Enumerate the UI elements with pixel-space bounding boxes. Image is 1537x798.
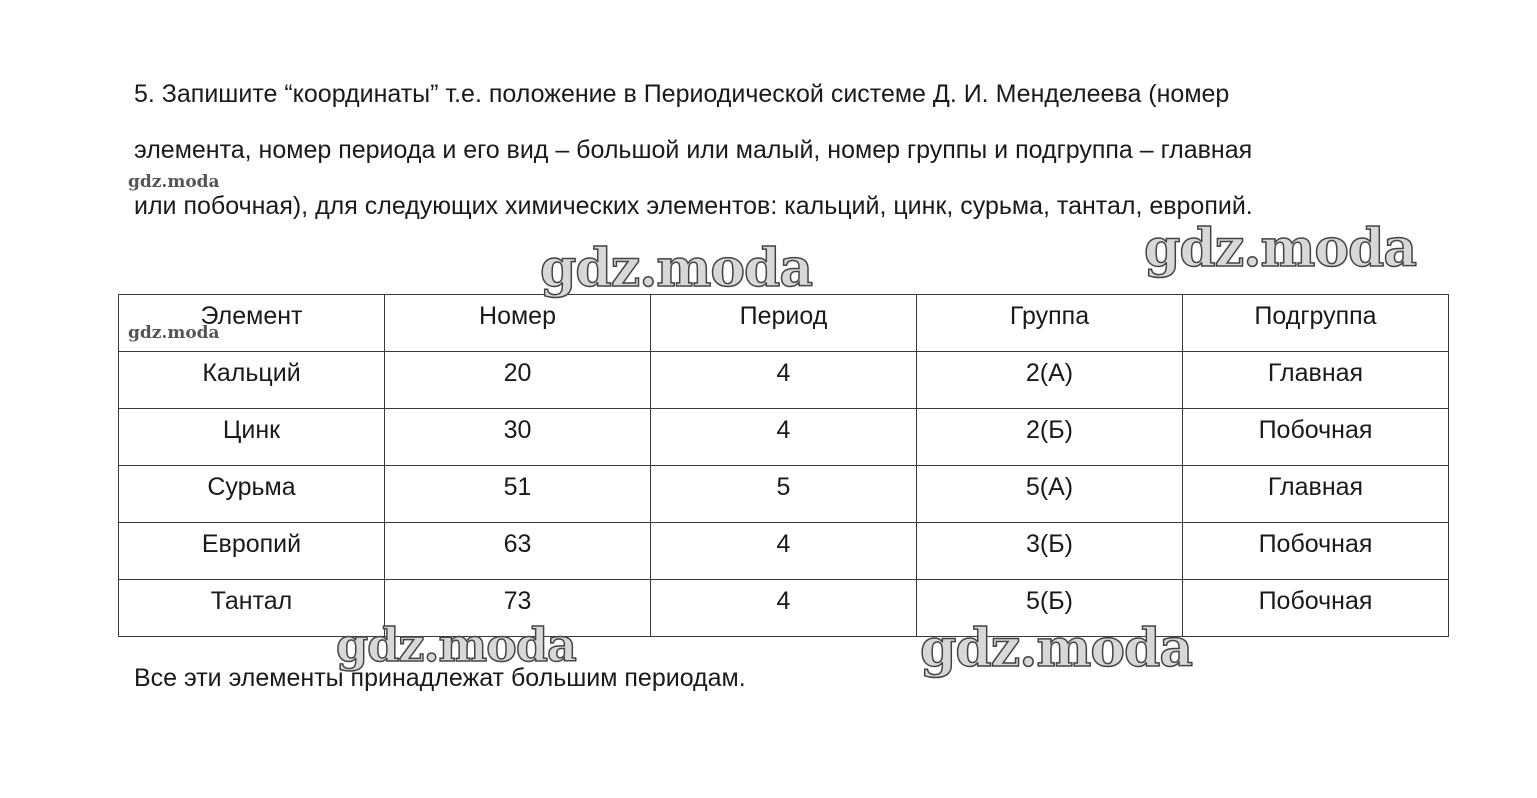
cell-element: Тантал xyxy=(119,580,385,637)
task-line: или побочная), для следующих химических элементов: кальций, цинк, сурьма, тантал, европий. xyxy=(134,192,1253,220)
cell-number: 63 xyxy=(385,523,651,580)
cell-period: 4 xyxy=(651,580,917,637)
watermark-logo: gdz.moda xyxy=(128,323,220,343)
task-line: элемента, номер периода и его вид – большой или малый, номер группы и подгруппа – главная xyxy=(134,136,1253,164)
cell-number: 20 xyxy=(385,352,651,409)
cell-group: 5(А) xyxy=(917,466,1183,523)
cell-subgroup: Побочная xyxy=(1183,523,1449,580)
header-group: Группа xyxy=(917,295,1183,352)
cell-subgroup: Главная xyxy=(1183,352,1449,409)
watermark-logo: gdz.moda xyxy=(128,172,220,192)
cell-element: Европий xyxy=(119,523,385,580)
cell-period: 4 xyxy=(651,352,917,409)
header-element: Элемент xyxy=(119,295,385,352)
cell-subgroup: Побочная xyxy=(1183,580,1449,637)
cell-element: Кальций xyxy=(119,352,385,409)
cell-subgroup: Побочная xyxy=(1183,409,1449,466)
cell-number: 73 xyxy=(385,580,651,637)
cell-group: 2(А) xyxy=(917,352,1183,409)
cell-group: 2(Б) xyxy=(917,409,1183,466)
cell-group: 5(Б) xyxy=(917,580,1183,637)
cell-period: 5 xyxy=(651,466,917,523)
header-number: Номер xyxy=(385,295,651,352)
cell-element: Сурьма xyxy=(119,466,385,523)
header-period: Период xyxy=(651,295,917,352)
header-subgroup: Подгруппа xyxy=(1183,295,1449,352)
cell-period: 4 xyxy=(651,523,917,580)
cell-number: 51 xyxy=(385,466,651,523)
table-row xyxy=(119,523,1449,580)
table-row xyxy=(119,409,1449,466)
table-row xyxy=(119,580,1449,637)
cell-subgroup: Главная xyxy=(1183,466,1449,523)
task-text xyxy=(134,66,1424,234)
answer-table xyxy=(118,294,1449,637)
table-row xyxy=(119,352,1449,409)
watermark-logo: gdz.moda xyxy=(540,238,813,299)
watermark-logo: gdz.moda xyxy=(336,618,576,672)
watermark-logo: gdz.moda xyxy=(1144,218,1417,279)
table-header-row xyxy=(119,295,1449,352)
cell-group: 3(Б) xyxy=(917,523,1183,580)
table-row xyxy=(119,466,1449,523)
task-line: 5. Запишите “координаты” т.е. положение в Периодической системе Д. И. Менделеева (номер xyxy=(134,80,1230,108)
cell-number: 30 xyxy=(385,409,651,466)
cell-period: 4 xyxy=(651,409,917,466)
cell-element: Цинк xyxy=(119,409,385,466)
conclusion-text: Все эти элементы принадлежат большим периодам. xyxy=(134,664,746,692)
watermark-logo: gdz.moda xyxy=(920,618,1193,679)
